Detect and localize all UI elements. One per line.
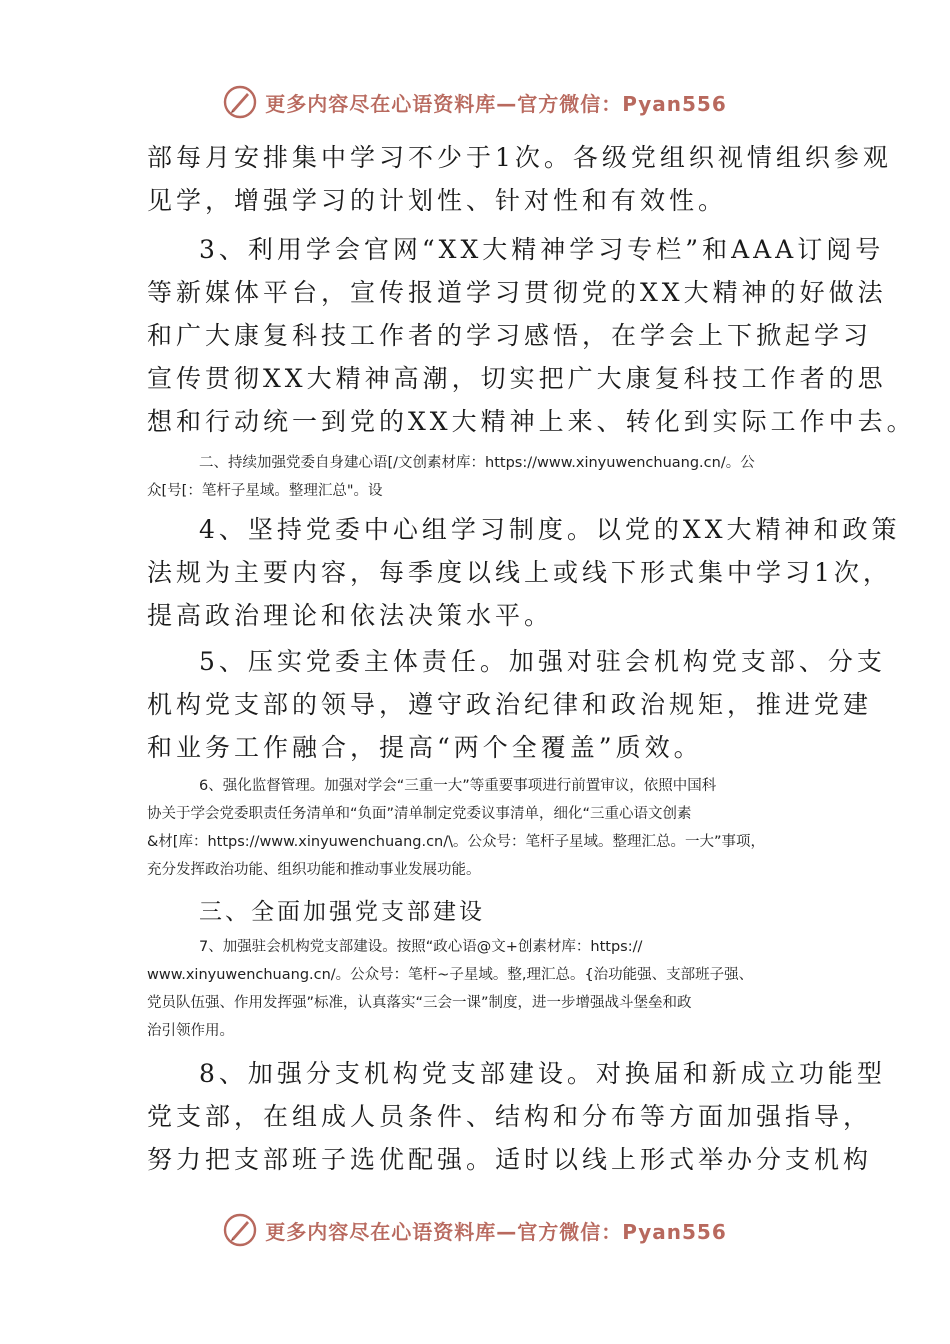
text-line: 党支部，在组成人员条件、结构和分布等方面加强指导， xyxy=(147,1102,873,1131)
header-banner-text: 更多内容尽在心语资料库—官方微信：Pyan556 xyxy=(265,91,727,116)
paragraph-item-4 xyxy=(147,508,901,637)
text-line: 提高政治理论和依法决策水平。 xyxy=(147,601,554,630)
paragraph-continued xyxy=(147,136,892,222)
text-line: 6、强化监督管理。加强对学会“三重一大”等重要事项进行前置审议，依照中国科 xyxy=(199,778,717,794)
paragraph-item-6 xyxy=(147,772,815,884)
text-line: 众[号[：笔杆子星域。整理汇总"。设 xyxy=(147,483,383,499)
paragraph-item-8 xyxy=(147,1052,886,1181)
text-line: &材[库：https://www.xinyuwenchuang.cn/\。公众号：笔杆子星域。整理汇总。一大”事项， xyxy=(147,834,766,850)
text-line: 部每月安排集中学习不少于1次。各级党组织视情组织参观 xyxy=(147,143,892,172)
paragraph-item-7 xyxy=(147,933,815,1045)
section-3-heading: 三、全面加强党支部建设 xyxy=(199,899,485,925)
text-line: 二、持续加强党委自身建心语[/文创素材库：https://www.xinyuwenchuang.cn/。公 xyxy=(199,455,755,471)
text-line: 和广大康复科技工作者的学习感悟，在学会上下掀起学习 xyxy=(147,321,873,350)
text-line: 5、压实党委主体责任。加强对驻会机构党支部、分支 xyxy=(199,647,886,676)
footer-banner xyxy=(0,1210,950,1250)
text-line: 充分发挥政治功能、组织功能和推动事业发展功能。 xyxy=(147,862,481,878)
quill-logo-icon xyxy=(223,1213,257,1247)
text-line: 想和行动统一到党的XX大精神上来、转化到实际工作中去。 xyxy=(147,407,916,436)
text-line: 和业务工作融合，提高“两个全覆盖”质效。 xyxy=(147,733,703,762)
text-line: 4、坚持党委中心组学习制度。以党的XX大精神和政策 xyxy=(199,515,901,544)
text-line: 宣传贯彻XX大精神高潮，切实把广大康复科技工作者的思 xyxy=(147,364,887,393)
text-line: 等新媒体平台，宣传报道学习贯彻党的XX大精神的好做法 xyxy=(147,278,887,307)
section-2-note xyxy=(147,449,815,505)
text-line: 治引领作用。 xyxy=(147,1023,234,1039)
text-line: www.xinyuwenchuang.cn/。公众号：笔杆~子星域。整,理汇总。{治功能强、支部班子强、 xyxy=(147,967,754,983)
footer-banner-text: 更多内容尽在心语资料库—官方微信：Pyan556 xyxy=(265,1219,727,1244)
text-line: 7、加强驻会机构党支部建设。按照“政心语@文+创素材库：https:// xyxy=(199,939,643,955)
text-line: 8、加强分支机构党支部建设。对换届和新成立功能型 xyxy=(199,1059,886,1088)
text-line: 3、利用学会官网“XX大精神学习专栏”和AAA订阅号 xyxy=(199,235,885,264)
text-line: 协关于学会党委职责任务清单和“负面”清单制定党委议事清单，细化“三重心语文创素 xyxy=(147,806,692,822)
text-line: 见学，增强学习的计划性、针对性和有效性。 xyxy=(147,186,728,215)
paragraph-item-3 xyxy=(147,228,916,443)
text-line: 努力把支部班子选优配强。适时以线上形式举办分支机构 xyxy=(147,1145,873,1174)
text-line: 法规为主要内容，每季度以线上或线下形式集中学习1次， xyxy=(147,558,892,587)
paragraph-item-5 xyxy=(147,640,886,769)
text-line: 党员队伍强、作用发挥强”标准，认真落实“三会一课”制度，进一步增强战斗堡垒和政 xyxy=(147,995,692,1011)
text-line: 机构党支部的领导，遵守政治纪律和政治规矩，推进党建 xyxy=(147,690,873,719)
